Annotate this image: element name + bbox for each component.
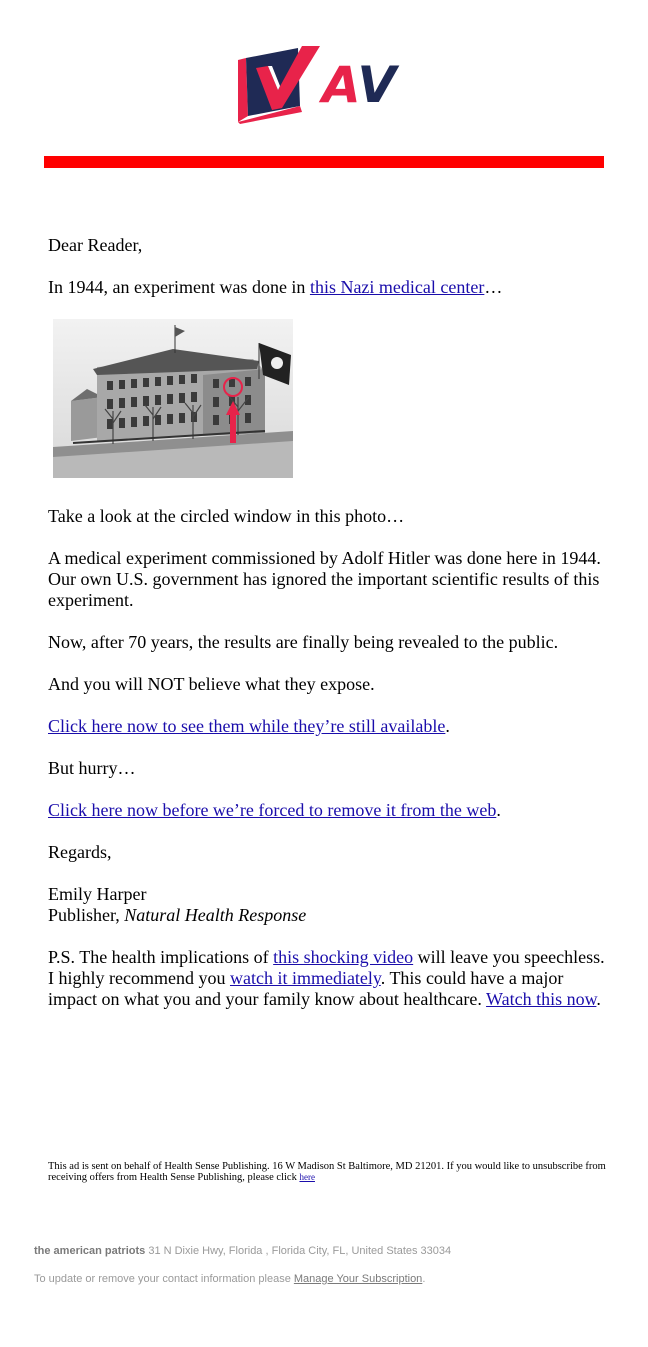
building-photo[interactable] <box>53 319 293 478</box>
logo-text: AV <box>322 56 397 114</box>
cta-paragraph-1: Click here now to see them while they’re still available. <box>48 716 450 736</box>
greeting: Dear Reader, <box>48 235 143 255</box>
see-results-link[interactable]: Click here now to see them while they’re still available <box>48 716 446 736</box>
photo-caption: Take a look at the circled window in this photo… <box>48 506 405 526</box>
regards: Regards, <box>48 842 112 862</box>
building-photo-image[interactable] <box>53 319 293 478</box>
email-body <box>48 235 608 1031</box>
watch-immediately-link[interactable]: watch it immediately <box>229 968 381 988</box>
unsubscribe-link[interactable]: here <box>299 1172 315 1182</box>
nazi-medical-center-link[interactable]: this Nazi medical center <box>309 277 485 297</box>
cta-paragraph-2: Click here now before we’re forced to remove it from the web. <box>48 800 501 820</box>
logo-mark-icon <box>238 46 410 124</box>
header-divider <box>44 156 604 168</box>
footer-org: the american patriots <box>34 1245 146 1257</box>
manage-subscription-link[interactable]: Manage Your Subscription <box>293 1273 423 1285</box>
revealed-paragraph: Now, after 70 years, the results are finally being revealed to the public. <box>48 632 559 652</box>
signer-name: Emily Harper <box>48 884 147 904</box>
disclaimer: This ad is sent on behalf of Health Sense Publishing. 16 W Madison St Baltimore, MD 21201. If you would like to unsubscribe from receiving offers from Health Sense Publishing, please click here <box>48 1161 606 1183</box>
experiment-paragraph: A medical experiment commissioned by Adolf Hitler was done here in 1944. Our own U.S. government has ignored the important scientific results of this experiment. <box>48 548 601 610</box>
watch-now-link[interactable]: Watch this now <box>486 989 597 1009</box>
footer-subscription: To update or remove your contact information please Manage Your Subscription. <box>34 1273 426 1285</box>
signature: Emily Harper Publisher, Natural Health Response <box>48 884 307 925</box>
hurry-paragraph: But hurry… <box>48 758 136 778</box>
brand-logo <box>238 46 410 124</box>
expose-paragraph: And you will NOT believe what they expose. <box>48 674 375 694</box>
ps-paragraph: P.S. The health implications of this shocking video will leave you speechless. I highly recommend you watch it immediately. This could have a major impact on what you and your family know about healthcare. Watch this now. <box>48 947 605 1009</box>
shocking-video-link[interactable]: this shocking video <box>273 947 414 967</box>
publication-name: Natural Health Response <box>124 905 307 925</box>
remove-warning-link[interactable]: Click here now before we’re forced to remove it from the web <box>48 800 497 820</box>
intro-paragraph: In 1944, an experiment was done in this Nazi medical center… <box>48 277 503 297</box>
footer-address: the american patriots 31 N Dixie Hwy, Florida , Florida City, FL, United States 33034 <box>34 1245 452 1257</box>
